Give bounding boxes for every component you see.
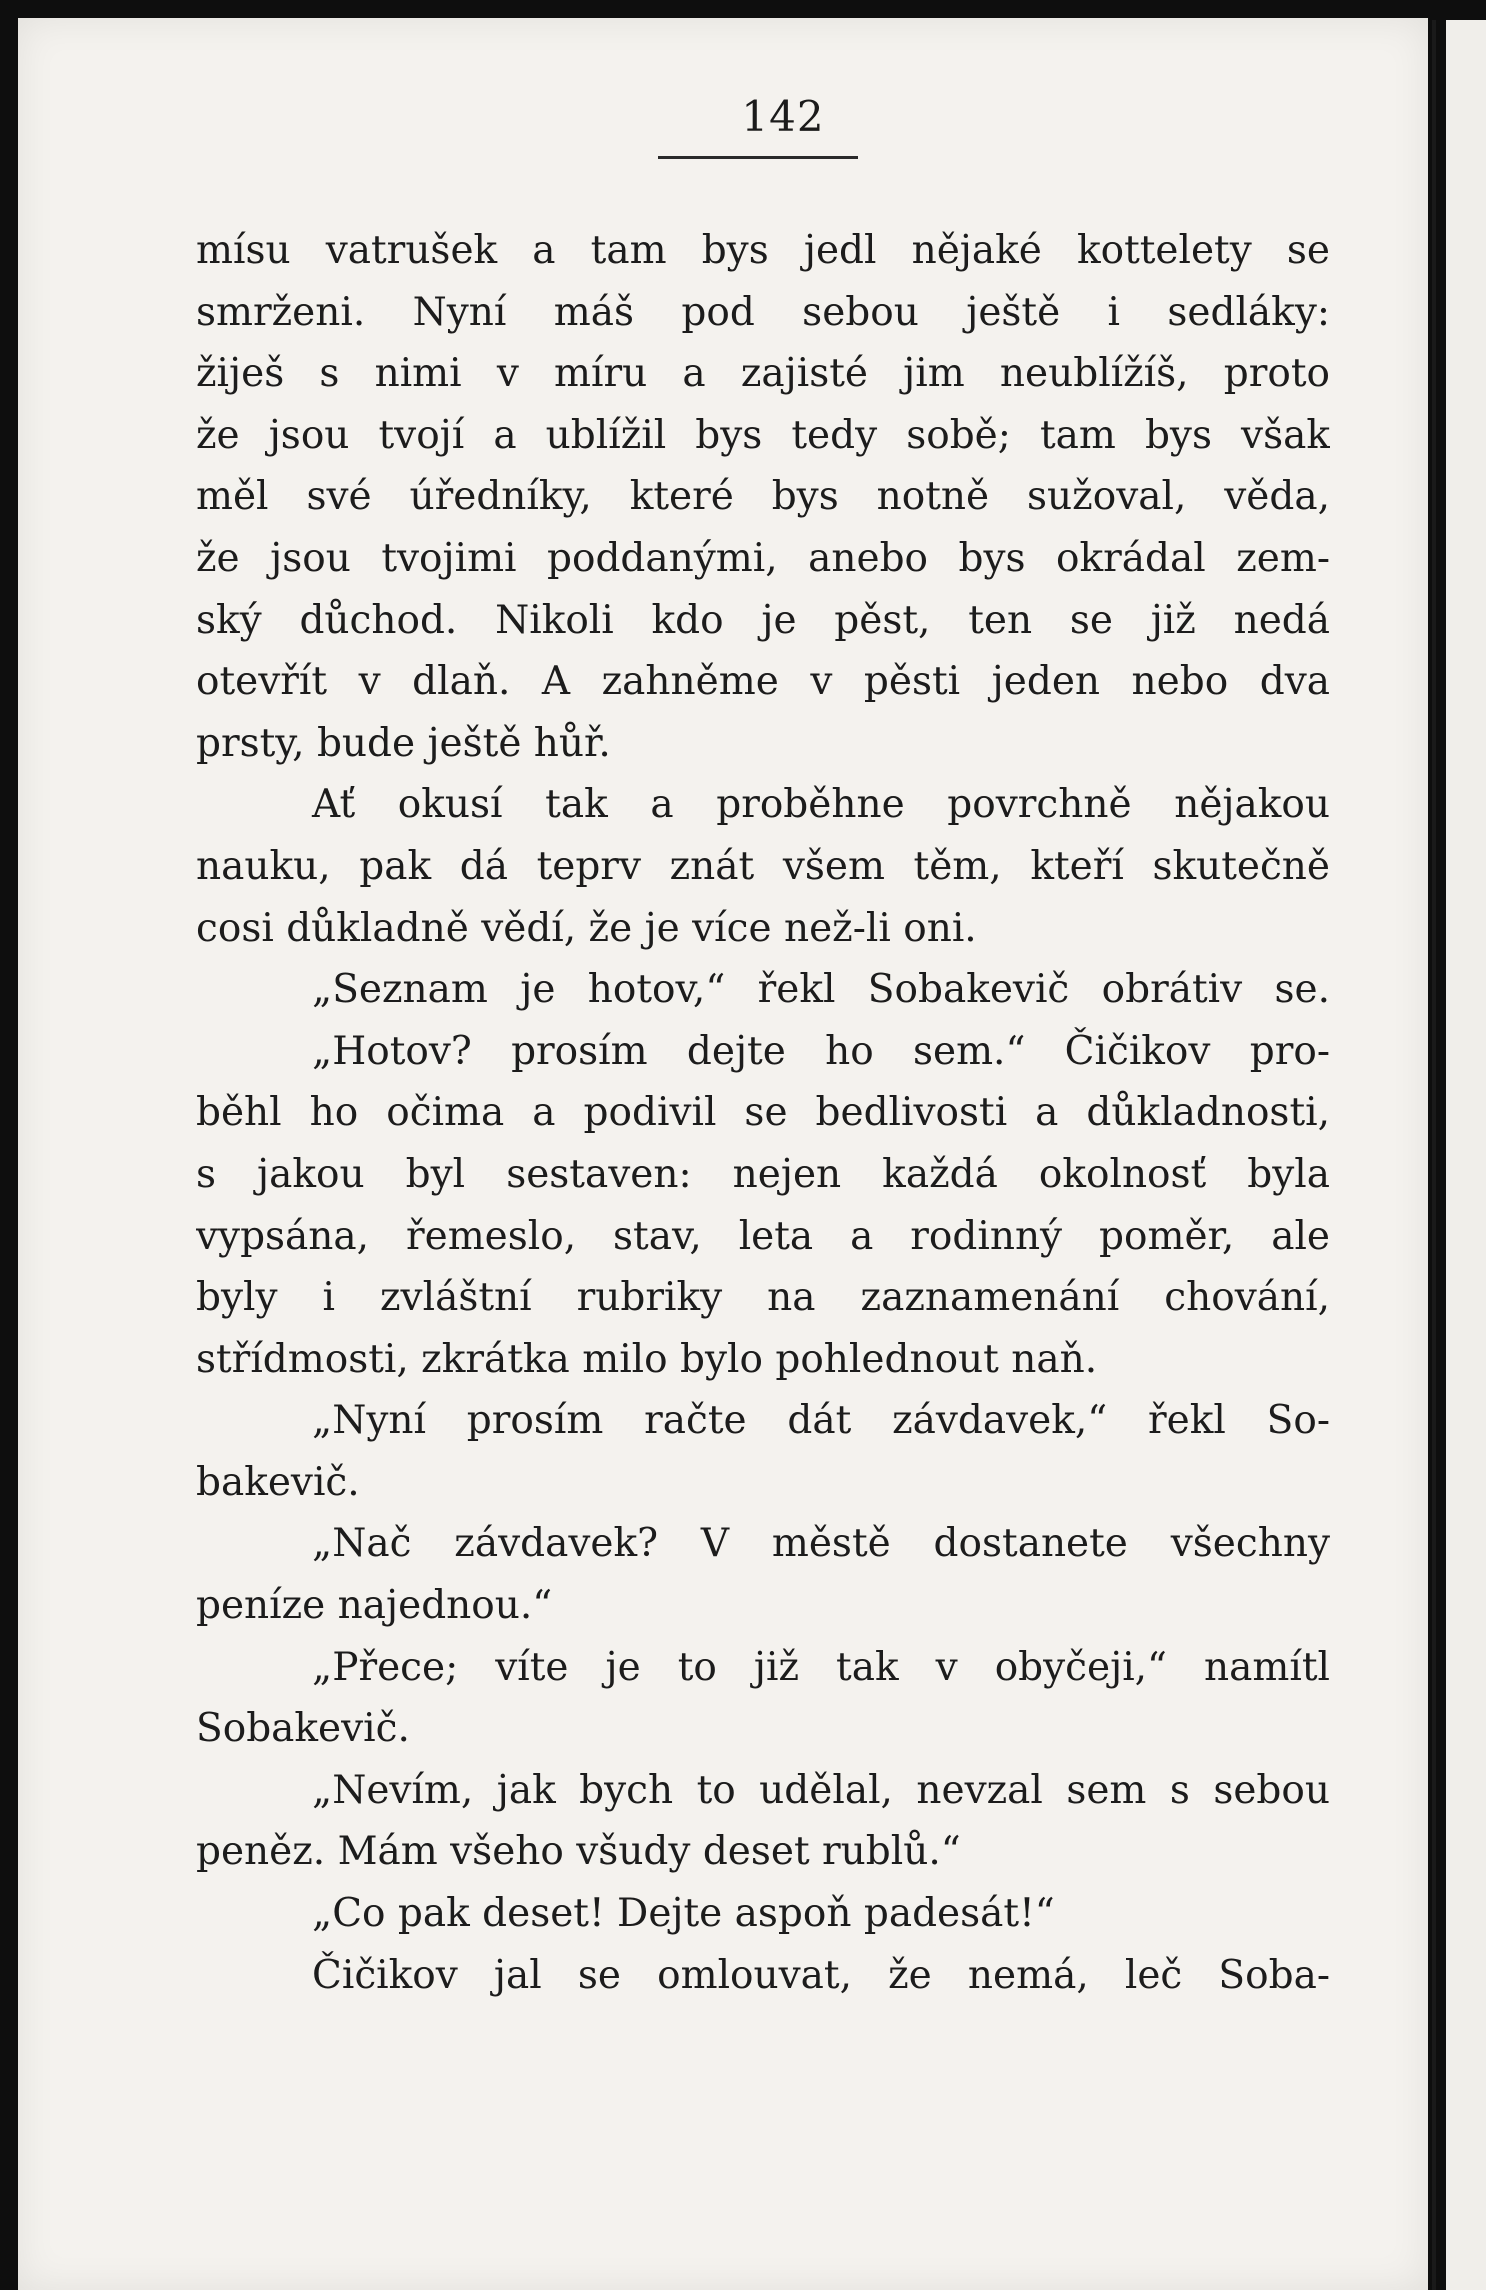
- text-line: Ať okusí tak a proběhne povrchně nějakou: [312, 782, 1330, 828]
- text-line: „Seznam je hotov,“ řekl Sobakevič obrátiv se.: [312, 967, 1330, 1013]
- text-line: žiješ s nimi v míru a zajisté jim neublížíš, proto: [196, 351, 1330, 397]
- text-line: měl své úředníky, které bys notně sužoval, věda,: [196, 474, 1330, 520]
- text-line: bakevič.: [196, 1459, 360, 1505]
- text-line: byly i zvláštní rubriky na zaznamenání chování,: [196, 1275, 1330, 1321]
- text-line: peníze najednou.“: [196, 1583, 553, 1629]
- text-line: střídmosti, zkrátka milo bylo pohlednout naň.: [196, 1336, 1098, 1382]
- text-line: „Hotov? prosím dejte ho sem.“ Čičikov pro-: [312, 1028, 1330, 1074]
- text-line: „Přece; víte je to již tak v obyčeji,“ namítl: [312, 1644, 1330, 1690]
- text-line: nauku, pak dá teprv znát všem těm, kteří skutečně: [196, 843, 1330, 889]
- text-line: ský důchod. Nikoli kdo je pěst, ten se již nedá: [196, 597, 1330, 643]
- text-line: že jsou tvojí a ublížil bys tedy sobě; tam bys však: [196, 412, 1330, 458]
- text-line: mísu vatrušek a tam bys jedl nějaké kottelety se: [196, 228, 1330, 273]
- text-line: „Nyní prosím račte dát závdavek,“ řekl So-: [312, 1398, 1330, 1444]
- text-line: s jakou byl sestaven: nejen každá okolnosť byla: [196, 1151, 1330, 1197]
- text-line: cosi důkladně vědí, že je více než-li oni.: [196, 905, 977, 951]
- text-line: běhl ho očima a podivil se bedlivosti a důkladnosti,: [196, 1090, 1330, 1136]
- header-rule: [658, 156, 858, 159]
- page-gutter-edge: [1432, 20, 1436, 2290]
- next-page-edge: [1446, 20, 1486, 2290]
- text-line: že jsou tvojimi poddanými, anebo bys okrádal zem-: [196, 535, 1330, 581]
- text-line: prsty, bude ještě hůř.: [196, 720, 611, 766]
- body-text: [196, 220, 1330, 2006]
- page-number: 142: [741, 92, 825, 141]
- text-line: „Nevím, jak bych to udělal, nevzal sem s sebou: [312, 1767, 1330, 1813]
- text-line: Sobakevič.: [196, 1706, 410, 1752]
- text-line: smrženi. Nyní máš pod sebou ještě i sedláky:: [196, 289, 1330, 335]
- text-line: otevřít v dlaň. A zahněme v pěsti jeden nebo dva: [196, 659, 1330, 705]
- text-line: vypsána, řemeslo, stav, leta a rodinný poměr, ale: [196, 1213, 1330, 1259]
- text-line: „Co pak deset! Dejte aspoň padesát!“: [312, 1891, 1055, 1937]
- text-line: peněz. Mám všeho všudy deset rublů.“: [196, 1829, 961, 1875]
- text-line: Čičikov jal se omlouvat, že nemá, leč Soba-: [312, 1952, 1330, 1998]
- text-line: „Nač závdavek? V městě dostanete všechny: [312, 1521, 1330, 1567]
